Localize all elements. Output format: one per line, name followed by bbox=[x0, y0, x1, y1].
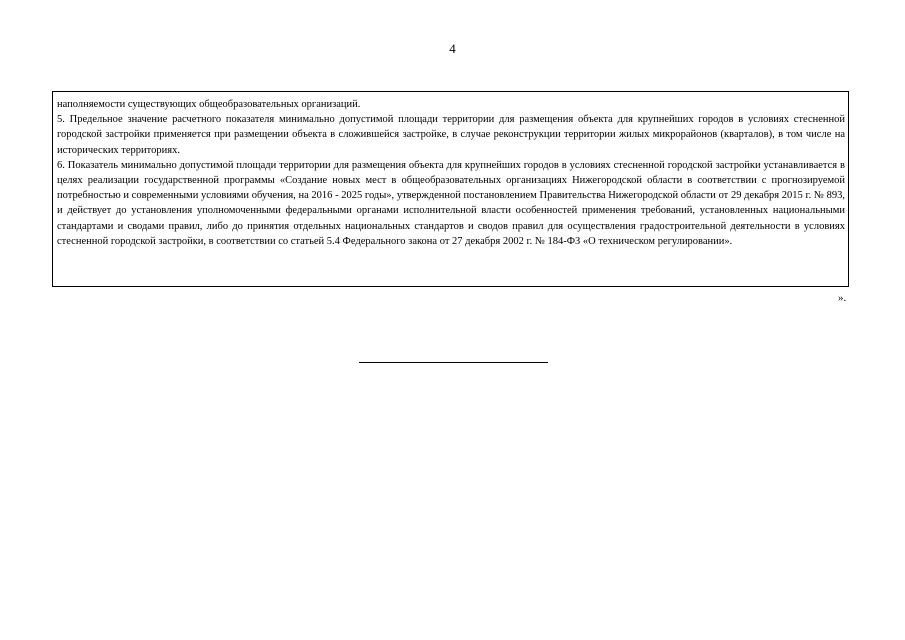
note-continuation: наполняемости существующих общеобразовательных организаций. bbox=[57, 99, 361, 110]
closing-quote-mark: ». bbox=[838, 292, 847, 304]
page-number: 4 bbox=[449, 41, 456, 56]
note-5: 5. Предельное значение расчетного показателя минимально допустимой площади территории для размещения объекта для крупнейших городов в условиях стесненной городской застройки применяется при размещении объекта в сложившейся застройке, в случае реконструкции территории жилых микрорайонов (кварталов), в том числе на исторических территориях. bbox=[57, 114, 845, 156]
end-separator-line bbox=[359, 362, 548, 363]
note-6: 6. Показатель минимально допустимой площади территории для размещения объекта для крупнейших городов в условиях стесненной городской застройки устанавливается в целях реализации государственной программы «Создание новых мест в общеобразовательных организациях Нижегородской области в соответствии с прогнозируемой потребностью и современными условиями обучения, на 2016 - 2025 годы», утвержденной постановлением Правительства Нижегородской области от 29 декабря 2015 г. № 893, и действует до установления уполномоченными федеральными органами исполнительной власти особенностей применения требований, установленных национальными стандартами и сводами правил, либо до принятия отдельных национальных стандартов и сводов правил для осуществления градостроительной деятельности в условиях стесненной городской застройки, в соответствии со статьей 5.4 Федерального закона от 27 декабря 2002 г. № 184-ФЗ «О техническом регулировании». bbox=[57, 159, 845, 247]
notes-box bbox=[52, 91, 849, 287]
